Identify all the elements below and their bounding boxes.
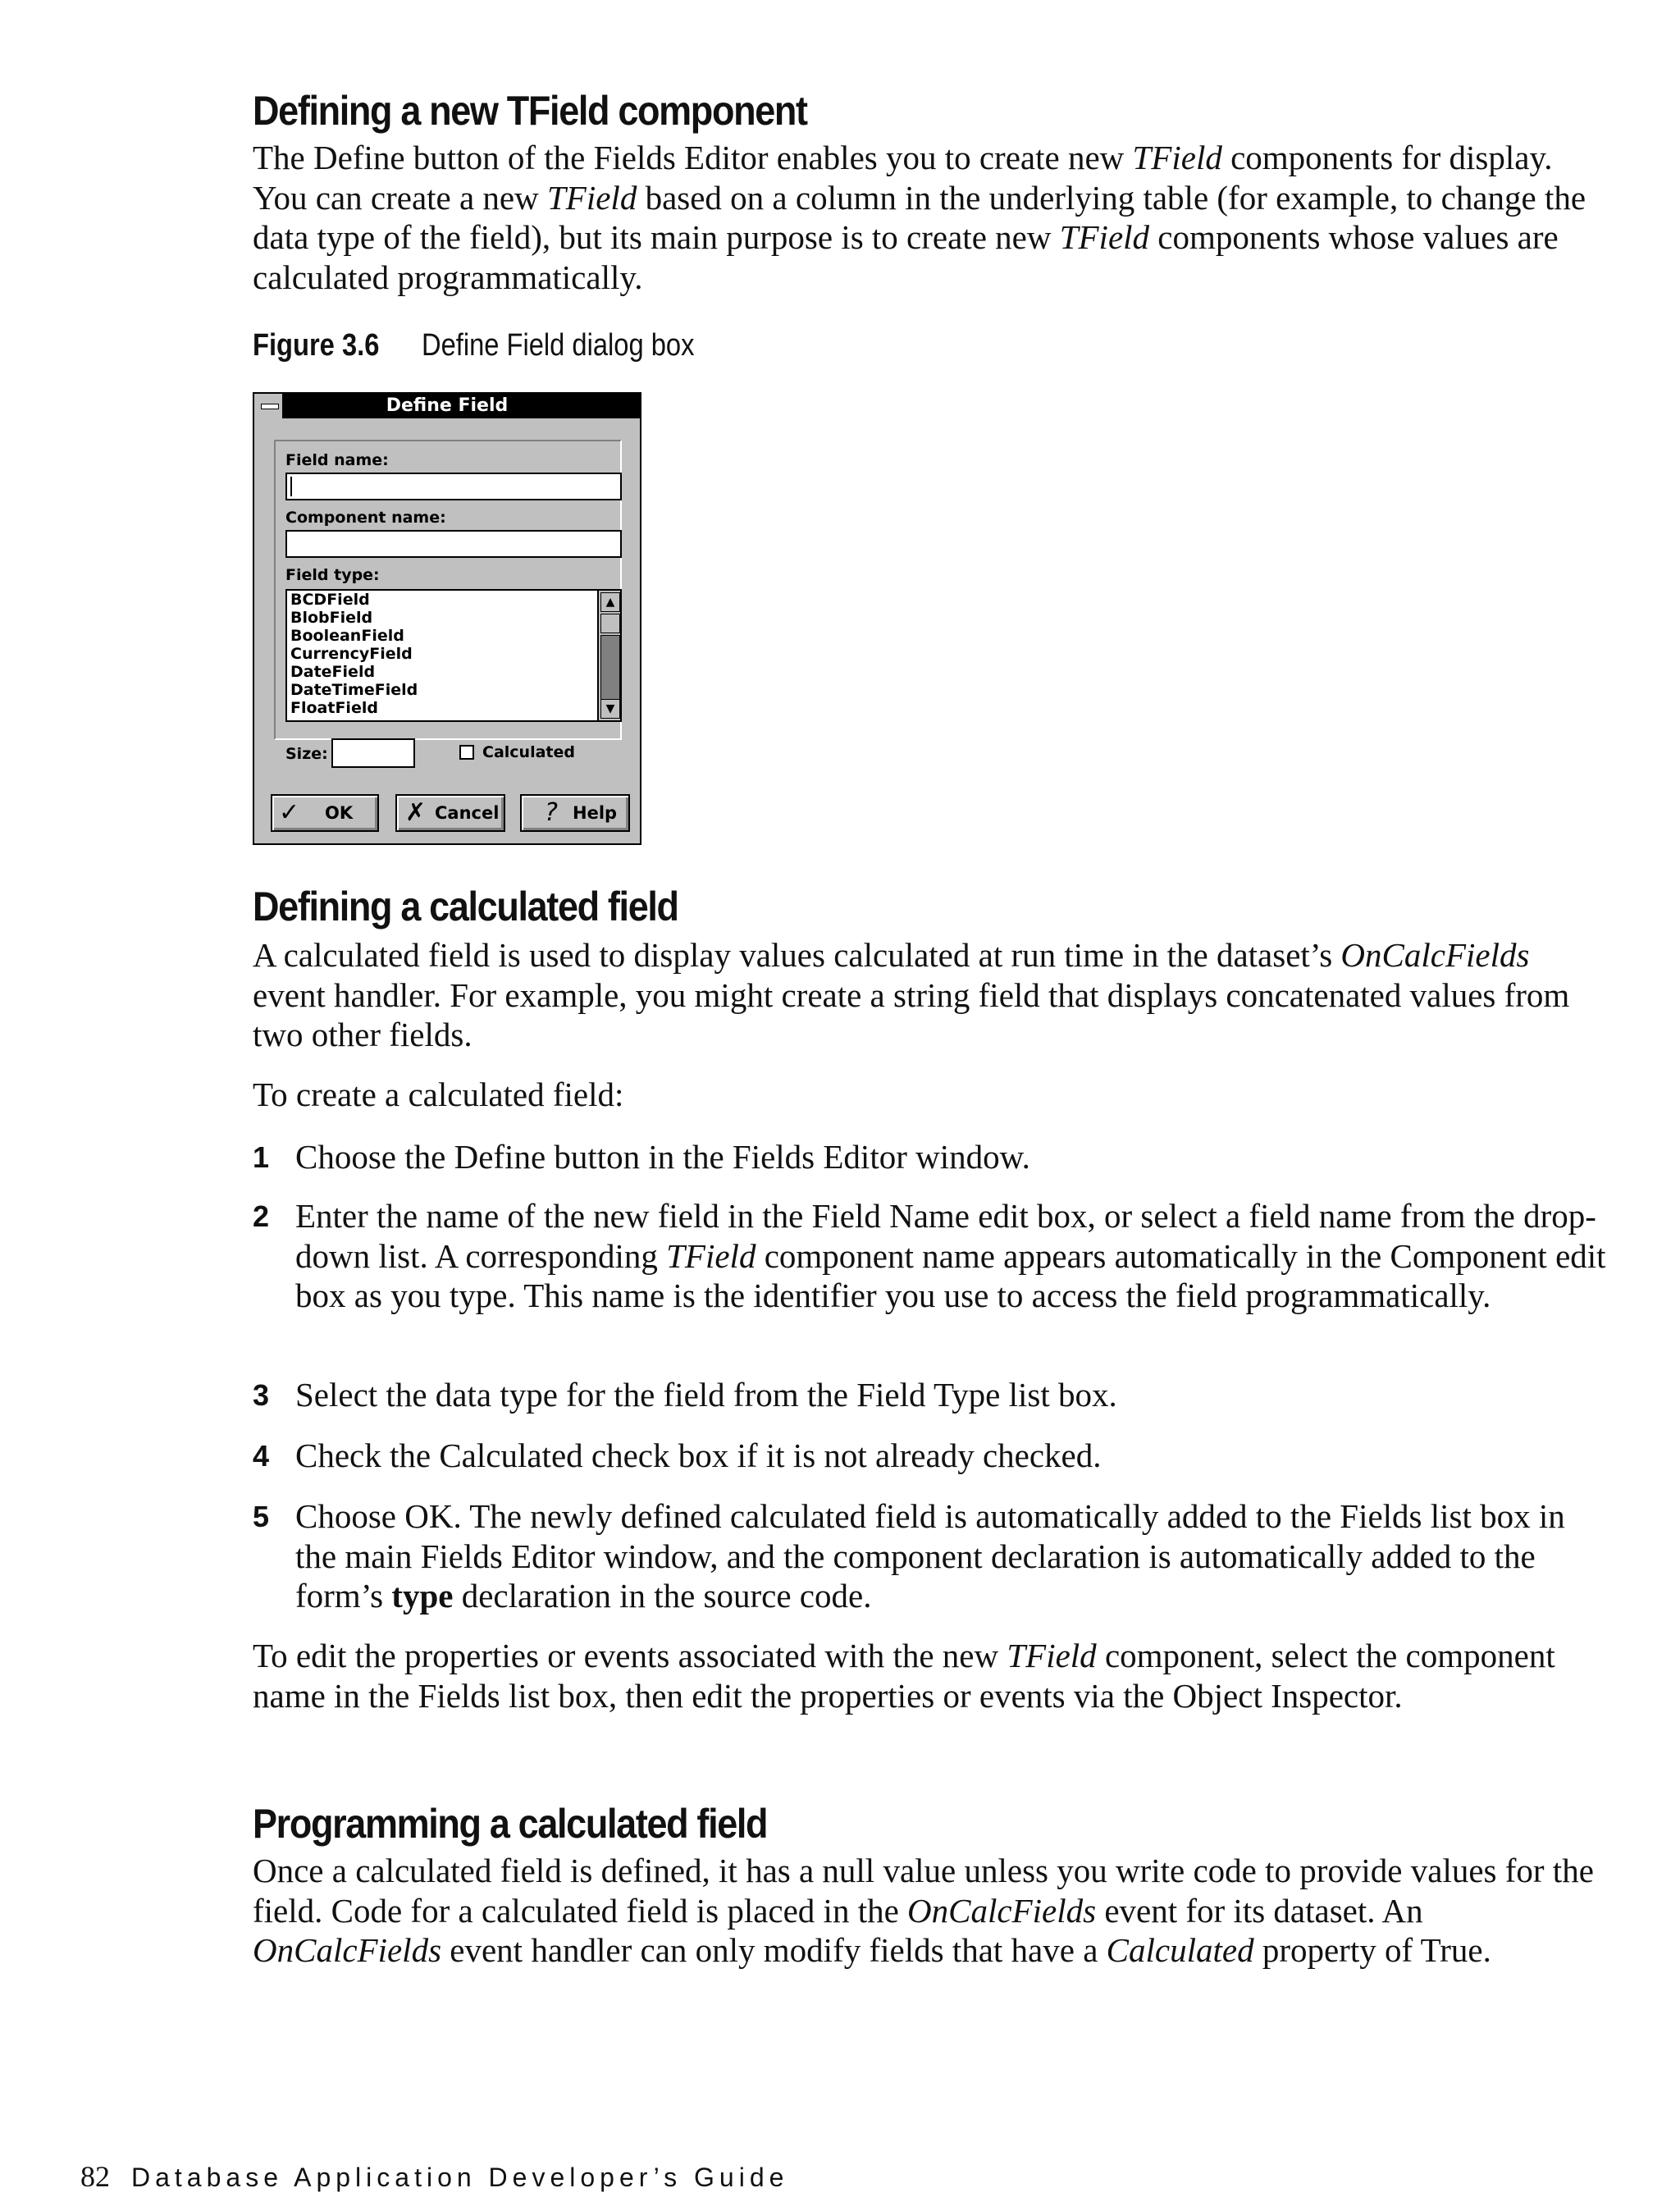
system-menu-icon[interactable] <box>254 394 284 418</box>
help-button[interactable]: ? Help <box>520 794 630 832</box>
cancel-x-icon: ✗ <box>405 798 427 827</box>
component-name-label: Component name: <box>285 509 446 527</box>
calculated-label: Calculated <box>482 743 575 761</box>
intro-paragraph: The Define button of the Fields Editor enables you to create new TField components for display. You can create a new TField based on a column in the underlying table (for example, to change the data type of the field), but its main purpose is to create new TField components whose values are calculated programmatically. <box>253 139 1586 296</box>
list-item[interactable]: BooleanField <box>290 627 404 645</box>
step-3: 3 Select the data type for the field from the Field Type list box. <box>253 1376 1117 1414</box>
field-type-listbox[interactable] <box>285 589 622 722</box>
list-item[interactable]: FloatField <box>290 699 378 717</box>
text-cursor-icon <box>290 477 292 496</box>
list-item[interactable]: CurrencyField <box>290 645 413 663</box>
step-1: 1 Choose the Define button in the Fields Editor window. <box>253 1138 1030 1176</box>
listbox-scrollbar[interactable] <box>597 591 620 720</box>
component-name-input[interactable] <box>285 530 622 558</box>
step-number: 5 <box>253 1500 270 1533</box>
size-input[interactable] <box>331 738 415 768</box>
field-type-label: Field type: <box>285 566 380 584</box>
step-5: 5 Choose OK. The newly defined calculated field is automatically added to the Fields list box in the main Fields Editor window, and the component declaration is automatically added to the form’s type declaration in the source code. <box>253 1497 1565 1615</box>
book-title: Database Application Developer’s Guide <box>131 2163 789 2192</box>
step-number: 2 <box>253 1199 270 1233</box>
checkmark-icon: ✓ <box>279 798 300 827</box>
calculated-field-paragraph: A calculated field is used to display values calculated at run time in the dataset’s OnCalcFields event handler. For example, you might create a string field that displays concatenated values from two other fields. <box>253 936 1570 1053</box>
list-item[interactable]: DateField <box>290 663 376 681</box>
help-question-icon: ? <box>545 798 558 827</box>
figure-title: Define Field dialog box <box>421 328 695 363</box>
dialog-titlebar: Define Field <box>254 394 640 418</box>
figure-label: Figure 3.6 <box>253 328 380 363</box>
scroll-up-arrow-icon[interactable]: ▲ <box>600 592 620 612</box>
section-heading-programming: Programming a calculated field <box>253 1801 768 1847</box>
section-heading-new-tfield: Defining a new TField component <box>253 88 807 134</box>
list-item[interactable]: DateTimeField <box>290 681 418 699</box>
cancel-button[interactable]: ✗ Cancel <box>395 794 505 832</box>
scroll-down-arrow-icon[interactable]: ▼ <box>600 699 620 719</box>
field-name-label: Field name: <box>285 451 389 469</box>
define-field-dialog <box>253 392 641 845</box>
list-item[interactable]: BlobField <box>290 609 373 627</box>
list-item[interactable]: BCDField <box>290 591 370 609</box>
field-name-input[interactable] <box>285 473 622 500</box>
scrollbar-thumb-top[interactable] <box>600 614 620 633</box>
programming-paragraph: Once a calculated field is defined, it has a null value unless you write code to provide values for the field. Code for a calculated field is placed in the OnCalcFields event for its dataset. An OnCalcFields event handler can only modify fields that have a Calculated property of True. <box>253 1852 1594 1969</box>
step-4: 4 Check the Calculated check box if it is not already checked. <box>253 1436 1102 1474</box>
scrollbar-track[interactable] <box>600 635 620 701</box>
ok-button[interactable]: ✓ OK <box>271 794 379 832</box>
page-number: 82 <box>80 2160 110 2193</box>
step-number: 1 <box>253 1140 270 1174</box>
edit-properties-paragraph: To edit the properties or events associated with the new TField component, select the component name in the Fields list box, then edit the properties or events via the Object Inspector. <box>253 1637 1555 1715</box>
step-number: 4 <box>253 1439 270 1473</box>
figure-caption <box>253 328 694 363</box>
calculated-checkbox[interactable] <box>459 745 474 760</box>
step-number: 3 <box>253 1378 270 1412</box>
section-heading-calculated-field: Defining a calculated field <box>253 884 678 930</box>
step-2: 2 Enter the name of the new field in the Field Name edit box, or select a field name from the drop-down list. A corresponding TField component name appears automatically in the Component edit box as you type. This name is the identifier you use to access the field programmatically. <box>253 1197 1606 1314</box>
page-footer <box>80 2159 788 2194</box>
steps-intro: To create a calculated field: <box>253 1076 624 1113</box>
size-label: Size: <box>285 745 328 763</box>
